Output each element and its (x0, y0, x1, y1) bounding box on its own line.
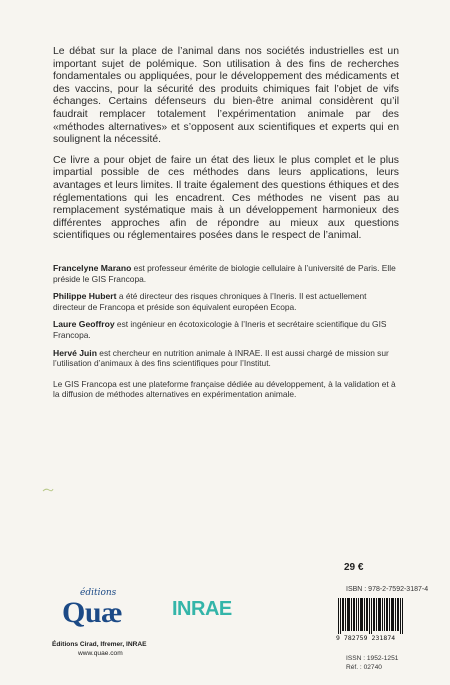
author-description: est ingénieur en écotoxicologie à l’Ineris et secrétaire scientifique du GIS Francopa. (53, 319, 387, 340)
publisher-url[interactable]: www.quae.com (78, 650, 123, 657)
inrae-logo: INRAE (172, 598, 232, 620)
author-bio (53, 319, 399, 340)
author-name: Hervé Juin (53, 347, 97, 358)
author-description: est professeur émérite de biologie cellulaire à l’université de Paris. Elle préside le GIS Francopa. (53, 263, 396, 284)
author-description: a été directeur des risques chroniques à l’Ineris. Il est actuellement directeur de Francopa et préside son équivalent européen Ecopa. (53, 291, 367, 312)
author-bios (53, 263, 399, 407)
barcode-number: 9 782759 231874 (336, 634, 396, 642)
author-bio (53, 348, 399, 369)
author-description: est chercheur en nutrition animale à INRAE. Il est aussi chargé de mission sur l’utilisation d’animaux à des fins scientifiques pour l’Institut. (53, 347, 389, 369)
author-name: Laure Geoffroy (53, 319, 115, 330)
reference: Réf. : 02740 (346, 664, 382, 671)
issn: ISSN : 1952-1251 (346, 655, 399, 662)
author-name: Philippe Hubert (53, 291, 117, 302)
barcode-icon (338, 598, 404, 634)
gis-note: Le GIS Francopa est une plateforme française dédiée au développement, à la validation et à la diffusion de méthodes alternatives en expérimentation animale. (53, 378, 396, 400)
summary-paragraph-1: Le débat sur la place de l’animal dans nos sociétés industrielles est un important sujet de polémique. Son utilisation à des fins de recherches fondamentales ou appliquées, pour le développement des médicaments et des vaccins, pour la sécurité des produits chimiques fait l’objet de vifs échanges. Certains défenseurs du bien-être animal considèrent qu’il faudrait remplacer totalement l’expérimentation animale par des «méthodes alternatives» et s’opposent aux scientifiques et experts qui en soulignent la nécessité. (53, 46, 399, 146)
publisher-logo: Quæ (62, 596, 123, 629)
isbn: ISBN : 978-2-7592-3187-4 (346, 586, 429, 593)
author-bio (53, 263, 399, 284)
speck-mark (42, 487, 54, 493)
author-bio (53, 291, 399, 312)
publisher-line: Éditions Cirad, Ifremer, INRAE (52, 641, 147, 648)
price: 29 € (344, 562, 364, 573)
publisher-editions-label: éditions (80, 588, 117, 598)
author-name: Francelyne Marano (53, 263, 132, 273)
summary-text (53, 46, 399, 251)
summary-paragraph-2: Ce livre a pour objet de faire un état des lieux le plus complet et le plus impartial possible de ces méthodes dans leurs applications, leurs avantages et leurs limites. Il traite également des questions éthiques et des réglementations qui les encadrent. Ces méthodes ne visent pas au remplacement systématique mais à un développement harmonieux des différentes approches afin de répondre au mieux aux questions scientifiques ou réglementaires posées dans le respect de l’animal. (53, 154, 399, 242)
